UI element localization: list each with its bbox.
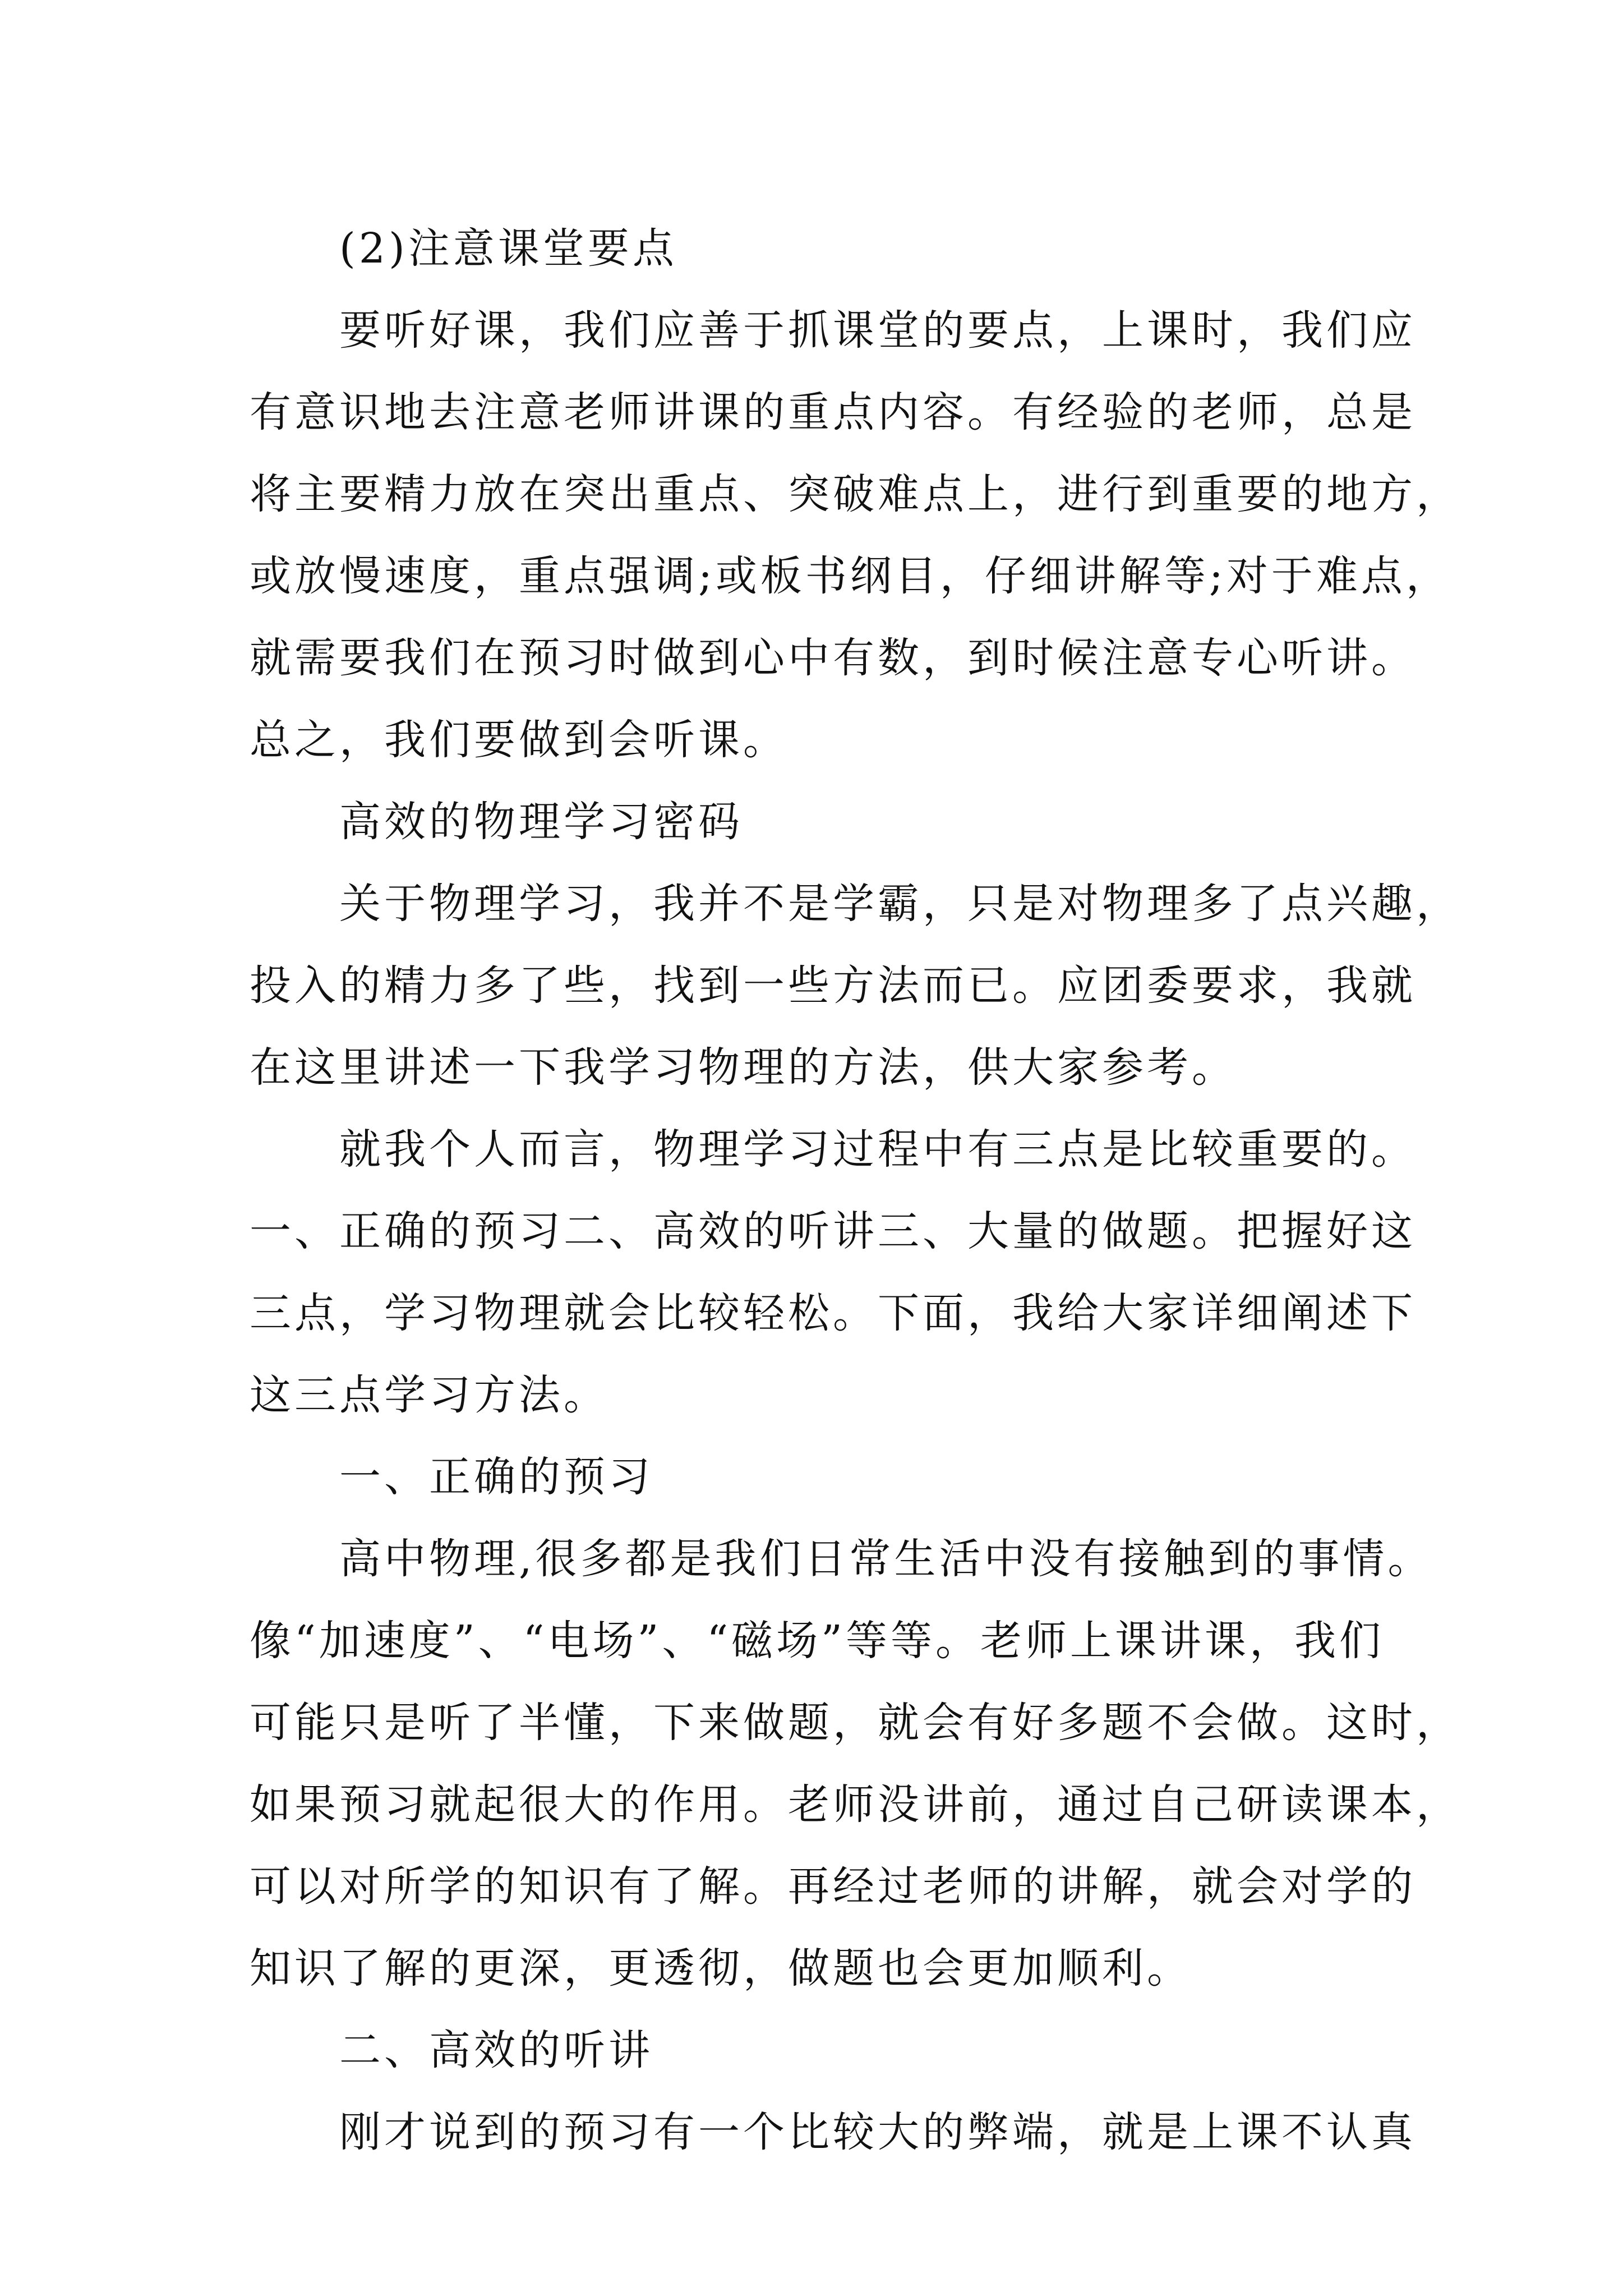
text-line: 可能只是听了半懂，下来做题，就会有好多题不会做。这时，: [250, 1699, 1461, 1747]
text-line: 或放慢速度，重点强调;或板书纲目，仔细讲解等;对于难点，: [250, 552, 1451, 600]
text-line: 投入的精力多了些，找到一些方法而已。应团委要求，我就: [250, 961, 1416, 1010]
text-line: 一、正确的预习二、高效的听讲三、大量的做题。把握好这: [250, 1207, 1416, 1255]
text-line: 知识了解的更深，更透彻，做题也会更加顺利。: [250, 1944, 1192, 1993]
text-line: 可以对所学的知识有了解。再经过老师的讲解，就会对学的: [250, 1862, 1416, 1911]
text-line: 在这里讲述一下我学习物理的方法，供大家参考。: [250, 1043, 1237, 1092]
text-line: 关于物理学习，我并不是学霸，只是对物理多了点兴趣，: [339, 880, 1461, 928]
text-line: 高中物理,很多都是我们日常生活中没有接触到的事情。: [339, 1535, 1433, 1583]
text-line: 高效的物理学习密码: [339, 798, 743, 846]
text-line: 有意识地去注意老师讲课的重点内容。有经验的老师，总是: [250, 388, 1416, 436]
text-line: 要听好课，我们应善于抓课堂的要点，上课时，我们应: [339, 306, 1416, 355]
text-line: 二、高效的听讲: [339, 2026, 653, 2074]
text-line: 这三点学习方法。: [250, 1371, 608, 1419]
text-line: 就需要我们在预习时做到心中有数，到时候注意专心听讲。: [250, 634, 1416, 682]
body-text: [250, 208, 1461, 2173]
text-line: 就我个人而言，物理学习过程中有三点是比较重要的。: [339, 1125, 1416, 1174]
text-line: 总之，我们要做到会听课。: [250, 716, 788, 764]
text-line: 如果预习就起很大的作用。老师没讲前，通过自己研读课本，: [250, 1780, 1461, 1829]
text-line: (2)注意课堂要点: [339, 224, 677, 273]
text-line: 一、正确的预习: [339, 1453, 653, 1501]
text-line: 刚才说到的预习有一个比较大的弊端，就是上课不认真: [339, 2108, 1416, 2156]
text-line: 将主要精力放在突出重点、突破难点上，进行到重要的地方，: [250, 470, 1461, 518]
text-line: 像“加速度”、“电场”、“磁场”等等。老师上课讲课，我们: [250, 1617, 1384, 1665]
text-line: 三点，学习物理就会比较轻松。下面，我给大家详细阐述下: [250, 1289, 1416, 1337]
